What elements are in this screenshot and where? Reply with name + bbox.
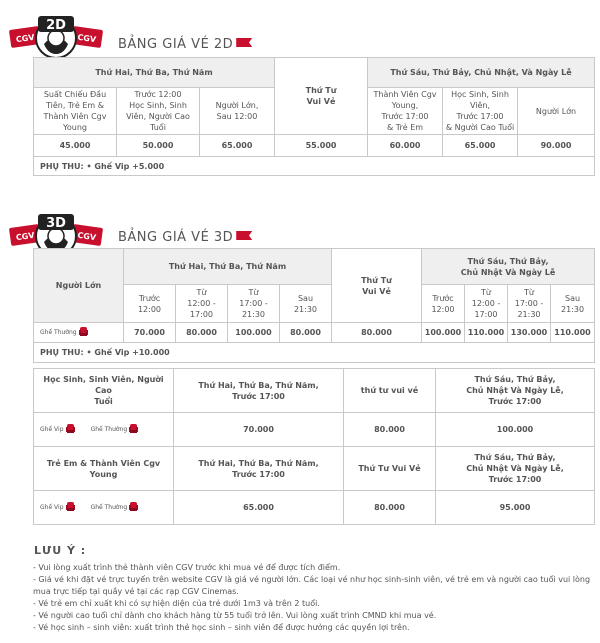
time-3d-r-3: Từ 17:00 - 21:30: [508, 285, 551, 323]
group-kids-col3: Thứ Sáu, Thứ Bảy, Chủ Nhật Và Ngày Lễ, Trước 17:00: [436, 447, 595, 491]
group-students-price-2: 80.000: [344, 413, 436, 447]
time-3d-l-4: Sau 21:30: [280, 285, 332, 323]
group-kids-title: Trẻ Em & Thành Viên Cgv Young: [34, 447, 174, 491]
section-2d-title: [118, 37, 252, 52]
seat-normal-label: Ghế Thường: [90, 503, 128, 511]
title-3d-text: BẢNG GIÁ VÉ 3D: [118, 230, 234, 245]
cgv-2d-badge-icon: [8, 14, 104, 60]
sub-adult-after-12: Người Lớn, Sau 12:00: [200, 88, 275, 135]
section-3d-title: [118, 230, 252, 245]
time-3d-l-3: Từ 17:00 - 21:30: [228, 285, 280, 323]
group-kids-seats: [34, 491, 174, 525]
price-table-3d: [33, 248, 595, 363]
seat-icon: [79, 327, 88, 337]
price-3d-4: 80.000: [280, 323, 332, 343]
note-item: - Vé trẻ em chỉ xuất khi có sự hiện diện của trẻ dưới 1m3 và trên 2 tuổi.: [33, 599, 320, 608]
group-kids-price-2: 80.000: [344, 491, 436, 525]
group-students-col1: Thứ Hai, Thứ Ba, Thứ Năm, Trước 17:00: [174, 369, 344, 413]
price-2d-6: 65.000: [443, 135, 518, 157]
badge-logo-left: CGV: [15, 32, 36, 45]
time-3d-r-1: Trước 12:00: [422, 285, 465, 323]
group-students-col2: thứ tư vui vẻ: [344, 369, 436, 413]
seat-vip-label: Ghế Vip: [40, 425, 64, 433]
badge-logo-right-3d: CGV: [76, 230, 97, 243]
price-3d-8: 130.000: [508, 323, 551, 343]
sub-adult: Người Lớn: [518, 88, 595, 135]
time-3d-r-4: Sau 21:30: [551, 285, 595, 323]
notes-list: [33, 562, 593, 634]
note-item: - Vui lòng xuất trình thẻ thành viên CGV trước khi mua vé để được tích điểm.: [33, 563, 341, 572]
price-3d-2: 80.000: [176, 323, 228, 343]
price-table-2d: [33, 57, 595, 176]
seat-vip-icon: [66, 424, 75, 434]
time-3d-l-2: Từ 12:00 - 17:00: [176, 285, 228, 323]
notes-title: LƯU Ý :: [34, 544, 87, 557]
group-students-seats: [34, 413, 174, 447]
sub-first-show: Suất Chiếu Đầu Tiên, Trẻ Em & Thành Viên Cgv Young: [34, 88, 117, 135]
group-kids-price-3: 95.000: [436, 491, 595, 525]
price-2d-1: 45.000: [34, 135, 117, 157]
price-2d-3: 65.000: [200, 135, 275, 157]
price-3d-5: 80.000: [332, 323, 422, 343]
seat-vip-label: Ghế Vip: [40, 503, 64, 511]
sub-student-before-17: Học Sinh, Sinh Viên, Trước 17:00 & Người Cao Tuổi: [443, 88, 518, 135]
time-3d-l-1: Trước 12:00: [124, 285, 176, 323]
note-item: - Vé người cao tuổi chỉ dành cho khách hàng từ 55 tuổi trở lên. Vui lòng xuất trình CMND khi mua vé.: [33, 611, 437, 620]
group-students-price-3: 100.000: [436, 413, 595, 447]
group-3d-mon-tue-thu: Thứ Hai, Thứ Ba, Thứ Năm: [124, 249, 332, 285]
price-2d-4: 55.000: [275, 135, 368, 157]
group-fri-sun-holiday: Thứ Sáu, Thứ Bảy, Chủ Nhật, Và Ngày Lễ: [368, 58, 595, 88]
sub-young-before-17: Thành Viên Cgv Young, Trước 17:00 & Trẻ Em: [368, 88, 443, 135]
note-item: - Giá vé khi đặt vé trực tuyến trên website CGV là giá vé người lớn. Các loại vé như học sinh-sinh viên, vé trẻ em và người cao tuổi vui lòng mua trực tiếp tại quầy vé tại các rạp CGV Cinemas.: [33, 575, 591, 596]
group-3d-wed: Thứ Tư Vui Vẻ: [332, 249, 422, 323]
price-2d-2: 50.000: [117, 135, 200, 157]
time-3d-r-2: Từ 12:00 - 17:00: [465, 285, 508, 323]
group-kids-price-1: 65.000: [174, 491, 344, 525]
badge-3d-label: 3D: [46, 216, 66, 231]
group-wed: Thứ Tư Vui Vẻ: [275, 58, 368, 135]
group-3d-fri-sun: Thứ Sáu, Thứ Bảy, Chủ Nhật Và Ngày Lễ: [422, 249, 595, 285]
price-3d-9: 110.000: [551, 323, 595, 343]
price-3d-1: 70.000: [124, 323, 176, 343]
note-item: - Vé học sinh – sinh viên: xuất trình thẻ học sinh – sinh viên để được hưởng các quyền lợi trên.: [33, 623, 410, 632]
price-2d-7: 90.000: [518, 135, 595, 157]
badge-logo-left-3d: CGV: [15, 230, 36, 243]
title-2d-text: BẢNG GIÁ VÉ 2D: [118, 37, 234, 52]
flag-icon: [236, 38, 252, 47]
adult-label-3d: Người Lớn: [34, 249, 124, 323]
badge-2d-label: 2D: [46, 18, 66, 33]
flag-icon: [236, 231, 252, 240]
price-3d-3: 100.000: [228, 323, 280, 343]
group-kids-col1: Thứ Hai, Thứ Ba, Thứ Năm, Trước 17:00: [174, 447, 344, 491]
seat-normal-label: Ghế Thường: [90, 425, 128, 433]
badge-logo-right: CGV: [76, 32, 97, 45]
seat-vip-icon: [66, 502, 75, 512]
group-students-col3: Thứ Sáu, Thứ Bảy, Chủ Nhật Và Ngày Lễ, Trước 17:00: [436, 369, 595, 413]
price-table-groups: [33, 368, 595, 525]
seat-icon: [129, 424, 138, 434]
group-students-title: Học Sinh, Sinh Viên, Người Cao Tuổi: [34, 369, 174, 413]
group-mon-tue-thu: Thứ Hai, Thứ Ba, Thứ Năm: [34, 58, 275, 88]
surcharge-3d: PHỤ THU: • Ghế Vip +10.000: [34, 343, 595, 363]
group-students-price-1: 70.000: [174, 413, 344, 447]
seat-normal-3d-label: Ghế Thường: [40, 328, 77, 336]
price-3d-7: 110.000: [465, 323, 508, 343]
price-2d-5: 60.000: [368, 135, 443, 157]
price-3d-6: 100.000: [422, 323, 465, 343]
seat-icon: [129, 502, 138, 512]
sub-student-before-12: Trước 12:00 Học Sinh, Sinh Viên, Người Cao Tuổi: [117, 88, 200, 135]
seat-normal-3d: [34, 323, 124, 343]
group-kids-col2: Thứ Tư Vui Vẻ: [344, 447, 436, 491]
surcharge-2d: PHỤ THU: • Ghế Vip +5.000: [34, 157, 595, 176]
